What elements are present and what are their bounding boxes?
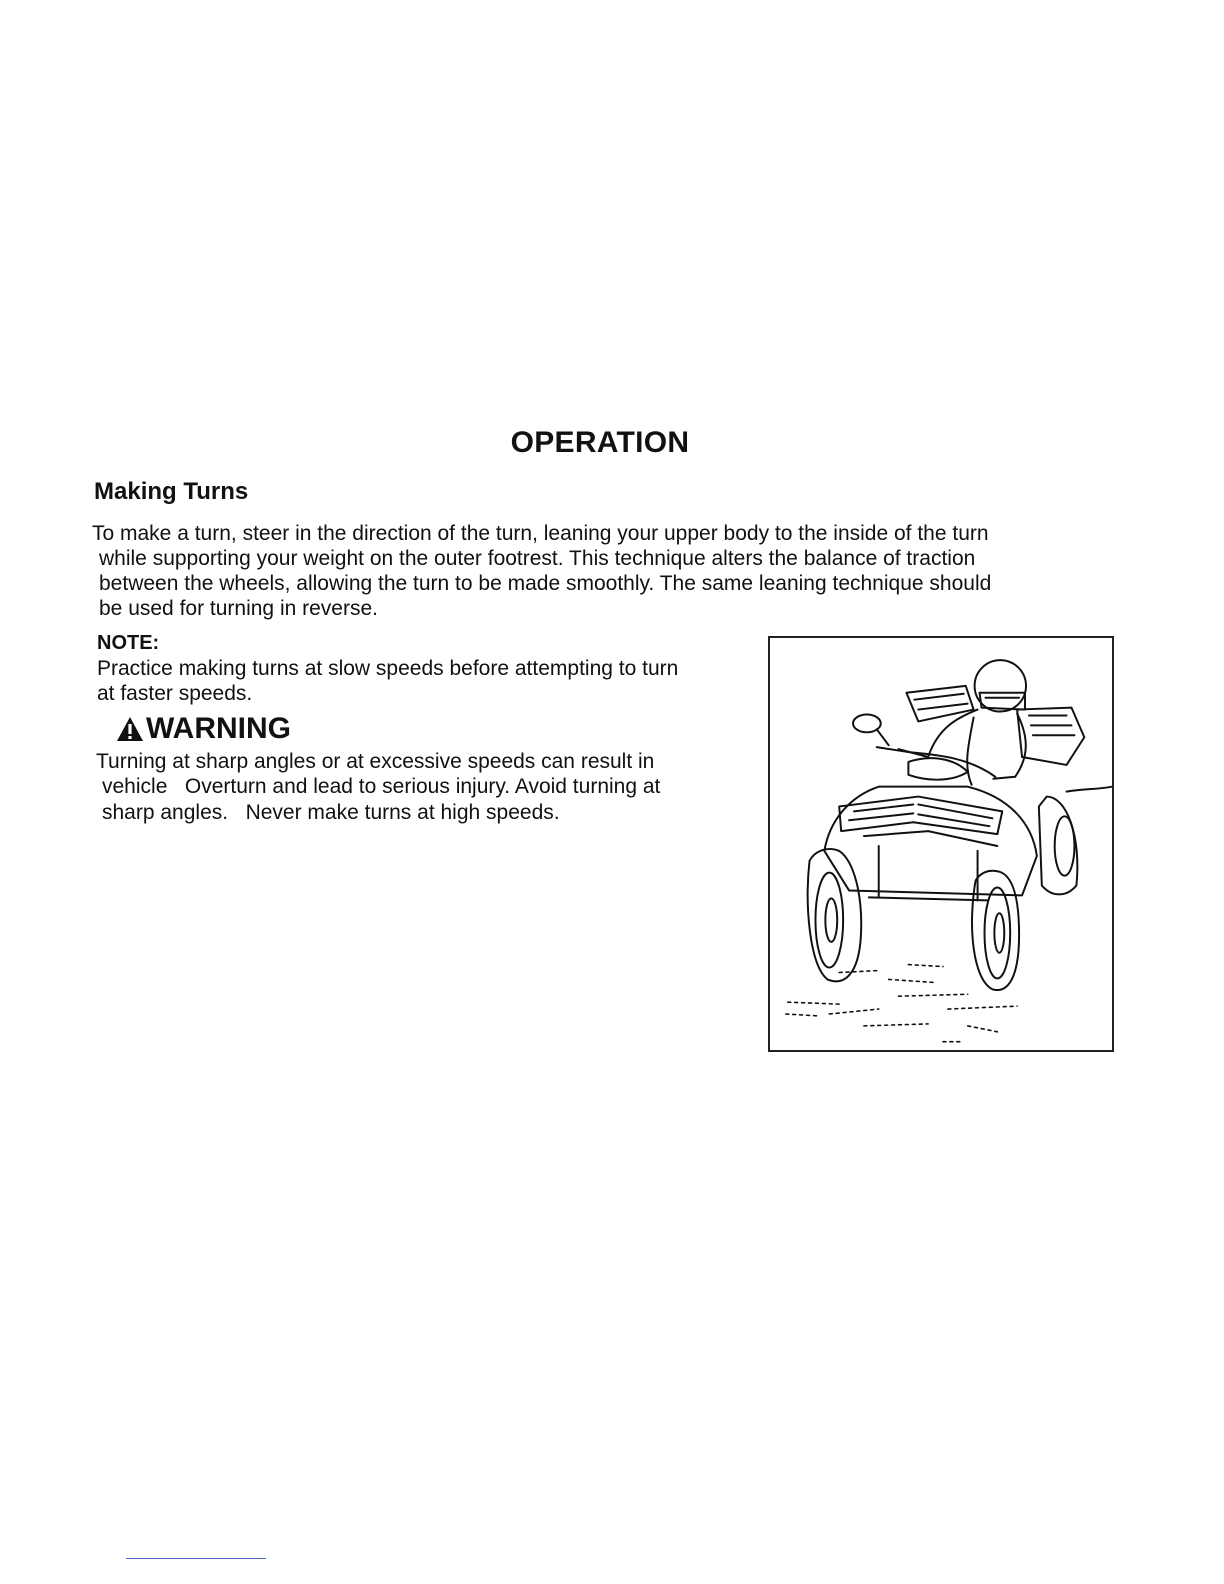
section-title: OPERATION: [510, 426, 690, 459]
warning-label: WARNING: [146, 712, 291, 745]
warning-line: vehicle Overturn and lead to serious injury. Avoid turning at: [102, 775, 661, 798]
atv-illustration-figure: [768, 636, 1114, 1052]
intro-line: To make a turn, steer in the direction of the turn, leaning your upper body to the inside of the turn: [92, 522, 989, 545]
note-line: at faster speeds.: [97, 682, 253, 705]
note-line: Practice making turns at slow speeds before attempting to turn: [97, 657, 679, 680]
atv-rider-illustration: [770, 638, 1112, 1050]
intro-line: be used for turning in reverse.: [99, 597, 378, 620]
warning-triangle-icon: [116, 716, 144, 742]
intro-line: between the wheels, allowing the turn to be made smoothly. The same leaning technique should: [99, 572, 992, 595]
warning-line: Turning at sharp angles or at excessive speeds can result in: [96, 750, 655, 773]
intro-line: while supporting your weight on the outer footrest. This technique alters the balance of traction: [99, 547, 976, 570]
footer-rule: [126, 1558, 266, 1559]
warning-line: sharp angles. Never make turns at high speeds.: [102, 801, 560, 824]
subsection-title: Making Turns: [94, 478, 249, 505]
note-label: NOTE:: [97, 632, 160, 654]
warning-heading: [116, 712, 291, 746]
